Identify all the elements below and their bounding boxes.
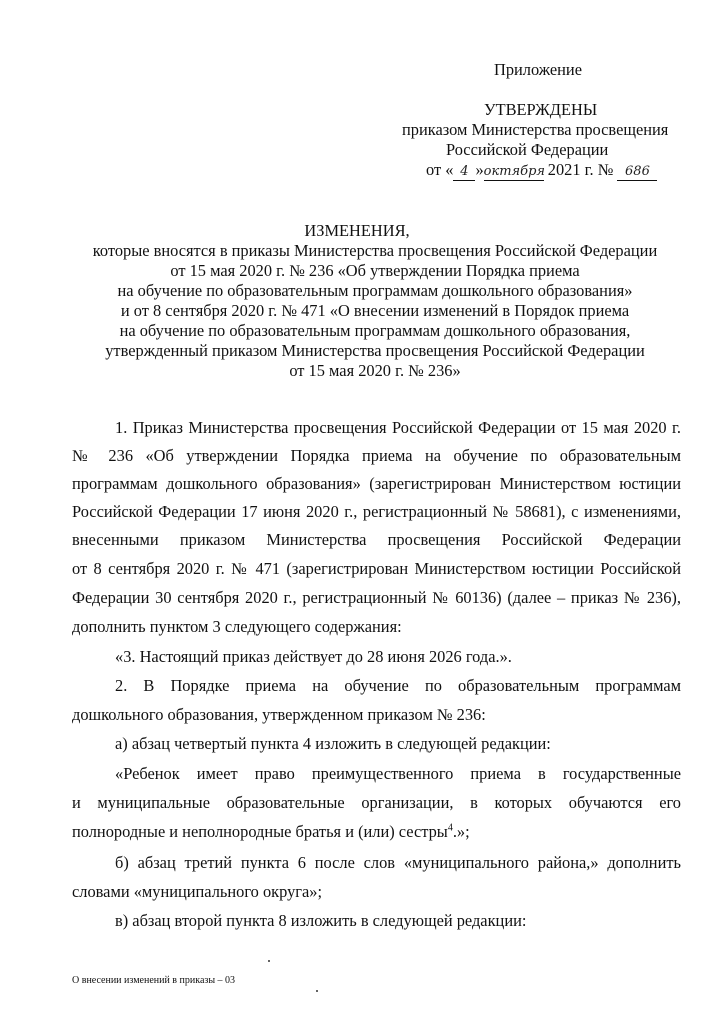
title-line-4: и от 8 сентября 2020 г. № 471 «О внесении изменений в Порядок приема: [120, 301, 630, 320]
title-line-7: от 15 мая 2020 г. № 236»: [289, 361, 461, 380]
title-line-1: которые вносятся в приказы Министерства просвещения Российской Федерации: [92, 241, 658, 260]
p1-quote: «3. Настоящий приказ действует до 28 июня 2026 года.».: [115, 647, 512, 666]
p1-line-7: Федерации 30 сентября 2020 г., регистрационный № 60136) (далее – приказ № 236),: [72, 588, 681, 607]
footer-label: О внесении изменений в приказы – 03: [72, 975, 236, 986]
scan-speck: [268, 960, 270, 962]
title-line-3: на обучение по образовательным программам дошкольного образования»: [117, 281, 633, 300]
p2a-quote-line-1: «Ребенок имеет право преимущественного приема в государственные: [115, 764, 681, 783]
approved-by-order: приказом Министерства просвещения: [402, 120, 669, 139]
date-year: 2021 г. №: [547, 160, 614, 179]
approved-label: УТВЕРЖДЕНЫ: [484, 100, 598, 119]
p1-line-3: программам дошкольного образования» (зарегистрирован Министерством юстиции: [72, 474, 681, 493]
p1-line-2: № 236 «Об утверждении Порядка приема на обучение по образовательным: [72, 446, 681, 465]
document-title: ИЗМЕНЕНИЯ,: [304, 221, 410, 240]
p2a-heading: а) абзац четвертый пункта 4 изложить в следующей редакции:: [115, 734, 551, 753]
p2v-heading: в) абзац второй пункта 8 изложить в следующей редакции:: [115, 911, 527, 930]
title-line-2: от 15 мая 2020 г. № 236 «Об утверждении Порядка приема: [170, 261, 580, 280]
date-prefix: от «: [426, 160, 454, 179]
p2b-line-2: словами «муниципального округа»;: [72, 882, 323, 901]
date-month: октября: [483, 164, 546, 179]
p2a-quote-end: .»;: [452, 822, 470, 841]
appendix-label: Приложение: [494, 60, 582, 79]
p2a-quote-line-2: и муниципальные образовательные организации, в которых обучаются его: [72, 793, 681, 812]
date-day: 4: [453, 164, 475, 181]
p2-line-2: дошкольного образования, утвержденном приказом № 236:: [72, 705, 486, 724]
footnote-ref: 4: [447, 822, 453, 834]
p1-line-8: дополнить пунктом 3 следующего содержания:: [72, 617, 402, 636]
approval-date-line: [426, 160, 657, 181]
p1-line-4: Российской Федерации 17 июня 2020 г., регистрационный № 58681), с изменениями,: [72, 502, 681, 521]
p2-line-1: 2. В Порядке приема на обучение по образовательным программам: [115, 676, 681, 695]
title-line-6: утвержденный приказом Министерства просвещения Российской Федерации: [105, 341, 645, 360]
title-line-5: на обучение по образовательным программам дошкольного образования,: [119, 321, 631, 340]
p1-line-5: внесенными приказом Министерства просвещения Российской Федерации: [72, 530, 681, 549]
order-number: 686: [617, 164, 657, 181]
p2b-line-1: б) абзац третий пункта 6 после слов «муниципального района,» дополнить: [115, 853, 681, 872]
scan-speck: [316, 990, 318, 992]
p1-line-1: 1. Приказ Министерства просвещения Российской Федерации от 15 мая 2020 г.: [115, 418, 681, 437]
p2a-quote-line-3: [72, 822, 470, 842]
p1-line-6: от 8 сентября 2020 г. № 471 (зарегистрирован Министерством юстиции Российской: [72, 559, 681, 578]
p2a-quote-text: полнородные и неполнородные братья и (или) сестры: [72, 822, 448, 841]
date-mid: »: [475, 160, 484, 179]
approved-federation: Российской Федерации: [446, 140, 609, 159]
